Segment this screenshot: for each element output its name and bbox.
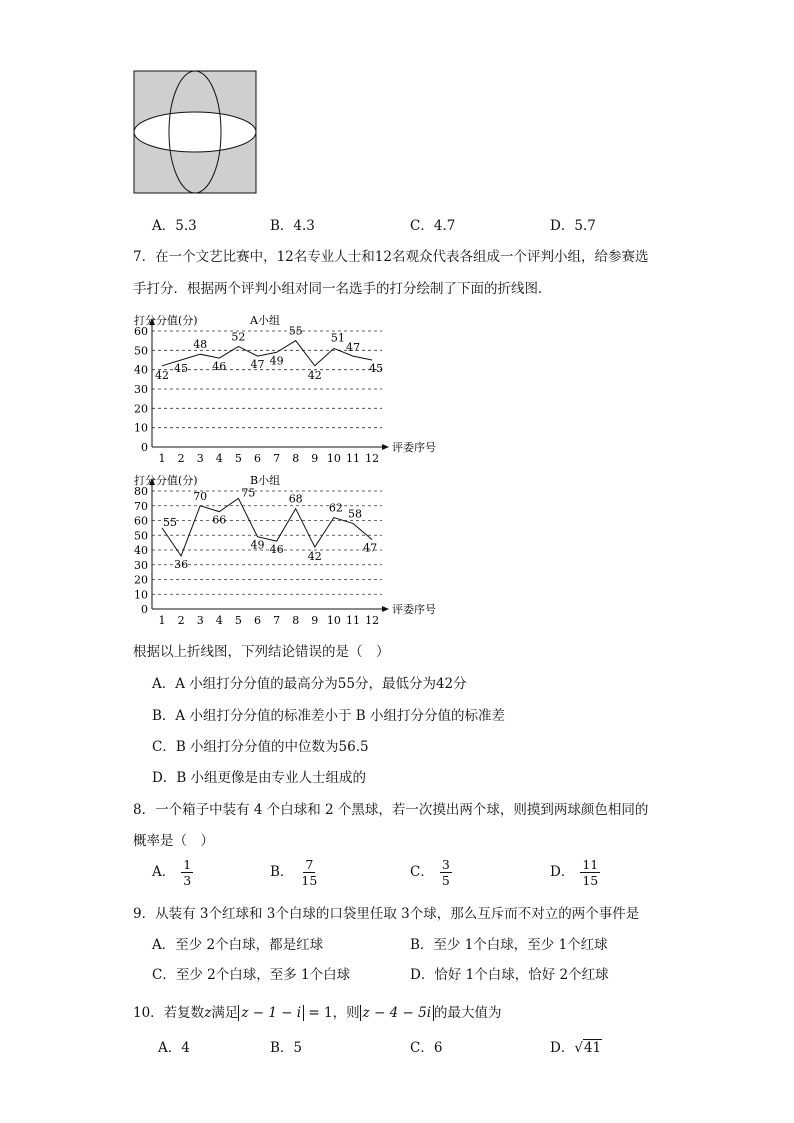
y-axis-label: 打分分值(分) xyxy=(134,474,198,487)
denominator: 3 xyxy=(183,873,192,888)
chart-title: A小组 xyxy=(250,314,280,327)
data-label: 45 xyxy=(174,362,189,375)
sqrt-radicand: 41 xyxy=(583,1040,602,1056)
x-tick-label: 5 xyxy=(234,452,242,465)
q10-prefix: 10．若复数 xyxy=(133,1005,205,1021)
q10-option-b: B．5 xyxy=(270,1040,303,1056)
q8-option-a xyxy=(152,857,193,888)
data-label: 75 xyxy=(241,486,256,500)
x-axis-label: 评委序号 xyxy=(392,603,436,616)
data-label: 55 xyxy=(163,515,177,529)
data-label: 52 xyxy=(231,330,246,344)
chart-a xyxy=(128,305,448,465)
q6-option-c: C．4.7 xyxy=(410,218,456,234)
q10-abs2 xyxy=(360,1005,434,1021)
x-tick-label: 7 xyxy=(273,452,281,465)
data-label: 49 xyxy=(269,354,284,368)
q9-option-b: B．至少 1个白球，至少 1个红球 xyxy=(410,937,608,953)
data-label: 55 xyxy=(288,324,303,338)
data-label: 49 xyxy=(250,538,265,552)
x-axis-label: 评委序号 xyxy=(392,441,436,454)
x-tick-label: 10 xyxy=(326,452,341,465)
q10-option-c: C．6 xyxy=(410,1040,443,1056)
q7-option-d: D．B 小组更像是由专业人士组成的 xyxy=(152,770,367,786)
q9-stem: 9．从装有 3个红球和 3个白球的口袋里任取 3个球，那么互斥而不对立的两个事件是 xyxy=(133,906,640,922)
q8-option-label: A． xyxy=(152,864,176,880)
x-tick-label: 1 xyxy=(158,452,166,465)
x-tick-label: 12 xyxy=(365,614,380,627)
q10-option-d xyxy=(550,1036,602,1056)
q8-option-label: C． xyxy=(410,864,434,880)
data-label: 36 xyxy=(174,557,189,571)
data-label: 58 xyxy=(348,507,362,521)
x-tick-label: 6 xyxy=(254,614,261,627)
x-tick-label: 3 xyxy=(196,614,204,627)
data-label: 48 xyxy=(193,338,208,352)
y-tick-label: 0 xyxy=(141,441,148,454)
x-tick-label: 7 xyxy=(273,614,281,627)
x-tick-label: 2 xyxy=(177,452,185,465)
x-tick-label: 9 xyxy=(311,452,319,465)
fraction xyxy=(181,857,193,888)
q10-suffix: 的最大值为 xyxy=(434,1005,502,1021)
q8-stem-line2: 概率是（ ） xyxy=(133,833,214,849)
q10-option-a: A．4 xyxy=(158,1040,190,1056)
data-label: 42 xyxy=(155,368,169,382)
q10-option-d-label: D． xyxy=(550,1040,575,1056)
q9-option-a: A．至少 2个白球，都是红球 xyxy=(152,937,324,953)
denominator: 15 xyxy=(582,873,599,888)
y-tick-label: 50 xyxy=(134,344,148,358)
y-tick-label: 60 xyxy=(134,514,148,528)
venn-figure xyxy=(133,70,257,194)
q7-stem-line1: 7．在一个文艺比赛中，12名专业人士和12名观众代表各组成一个评判小组，给参赛选 xyxy=(133,249,649,265)
y-tick-label: 50 xyxy=(134,529,148,543)
fraction xyxy=(299,857,319,888)
y-tick-label: 10 xyxy=(134,588,148,602)
x-tick-label: 3 xyxy=(196,452,204,465)
data-label: 51 xyxy=(330,331,345,345)
q10-variable: z xyxy=(204,1005,212,1021)
chart-title: B小组 xyxy=(250,474,281,487)
denominator: 5 xyxy=(441,873,450,888)
q7-question: 根据以上折线图，下列结论错误的是（ ） xyxy=(133,644,390,660)
q8-option-b xyxy=(270,857,319,888)
data-label: 42 xyxy=(307,368,322,382)
sqrt-sign: √ xyxy=(574,1040,583,1056)
x-tick-label: 5 xyxy=(234,614,242,627)
x-tick-label: 8 xyxy=(292,614,300,627)
x-tick-label: 4 xyxy=(215,614,223,627)
q8-option-c xyxy=(410,857,452,888)
y-axis-label: 打分分值(分) xyxy=(134,314,198,327)
data-label: 66 xyxy=(212,513,227,527)
y-tick-label: 20 xyxy=(134,402,148,416)
x-tick-label: 1 xyxy=(158,614,166,627)
q10-abs1-expr: z − 1 − i xyxy=(241,1005,302,1021)
y-tick-label: 0 xyxy=(141,603,148,616)
y-tick-label: 70 xyxy=(134,499,148,513)
x-tick-label: 12 xyxy=(365,452,380,465)
y-tick-label: 30 xyxy=(134,383,148,396)
x-tick-label: 2 xyxy=(177,614,185,627)
x-tick-label: 6 xyxy=(254,452,261,465)
y-tick-label: 80 xyxy=(134,485,148,498)
x-tick-label: 4 xyxy=(215,452,223,465)
q7-option-a: A．A 小组打分分值的最高分为55分，最低分为42分 xyxy=(152,676,467,692)
numerator: 3 xyxy=(441,857,450,872)
data-label: 45 xyxy=(369,362,384,375)
q8-option-label: D． xyxy=(550,864,575,880)
x-axis-arrow xyxy=(382,444,389,450)
y-tick-label: 40 xyxy=(134,544,148,557)
y-tick-label: 40 xyxy=(134,363,148,377)
data-label: 47 xyxy=(346,341,360,355)
q10-abs1 xyxy=(238,1005,304,1021)
data-label: 47 xyxy=(363,541,378,555)
q10-abs2-expr: z − 4 − 5i xyxy=(362,1005,432,1021)
q10-mid2: = 1，则 xyxy=(304,1005,360,1021)
data-label: 46 xyxy=(212,360,227,374)
x-tick-label: 11 xyxy=(346,614,360,627)
fraction xyxy=(580,857,600,888)
q8-option-d xyxy=(550,857,600,888)
numerator: 7 xyxy=(305,857,314,872)
data-label: 47 xyxy=(250,358,265,372)
x-tick-label: 11 xyxy=(346,452,360,465)
data-label: 46 xyxy=(269,543,284,557)
data-label: 70 xyxy=(193,489,208,503)
data-label: 42 xyxy=(307,550,322,564)
fraction xyxy=(440,857,452,888)
q7-option-c: C．B 小组打分分值的中位数为56.5 xyxy=(152,739,369,755)
x-tick-label: 8 xyxy=(292,452,300,465)
q6-option-d: D．5.7 xyxy=(550,218,596,234)
q6-option-b: B．4.3 xyxy=(270,218,315,234)
y-tick-label: 10 xyxy=(134,421,148,435)
x-tick-label: 9 xyxy=(311,614,319,627)
y-tick-label: 60 xyxy=(134,325,148,338)
q7-stem-line2: 手打分．根据两个评判小组对同一名选手的打分绘制了下面的折线图． xyxy=(133,281,552,297)
q8-option-label: B． xyxy=(270,864,294,880)
data-label: 68 xyxy=(288,492,303,506)
numerator: 1 xyxy=(183,857,192,872)
q10-mid1: 满足 xyxy=(211,1005,239,1021)
q6-option-a: A．5.3 xyxy=(152,218,197,234)
q9-option-c: C．至少 2个白球，至多 1个白球 xyxy=(152,967,351,983)
q7-option-b: B．A 小组打分分值的标准差小于 B 小组打分分值的标准差 xyxy=(152,708,505,724)
chart-b xyxy=(128,468,448,627)
x-tick-label: 10 xyxy=(326,614,341,627)
data-label: 62 xyxy=(328,501,343,515)
q9-option-d: D．恰好 1个白球，恰好 2个红球 xyxy=(410,967,609,983)
q10-stem xyxy=(133,1001,502,1021)
q8-stem-line1: 8．一个箱子中装有 4 个白球和 2 个黑球，若一次摸出两个球，则摸到两球颜色相同的 xyxy=(133,802,649,818)
y-tick-label: 30 xyxy=(134,558,148,572)
denominator: 15 xyxy=(301,873,318,888)
numerator: 11 xyxy=(582,857,599,872)
x-axis-arrow xyxy=(382,606,389,612)
y-tick-label: 20 xyxy=(134,573,148,587)
